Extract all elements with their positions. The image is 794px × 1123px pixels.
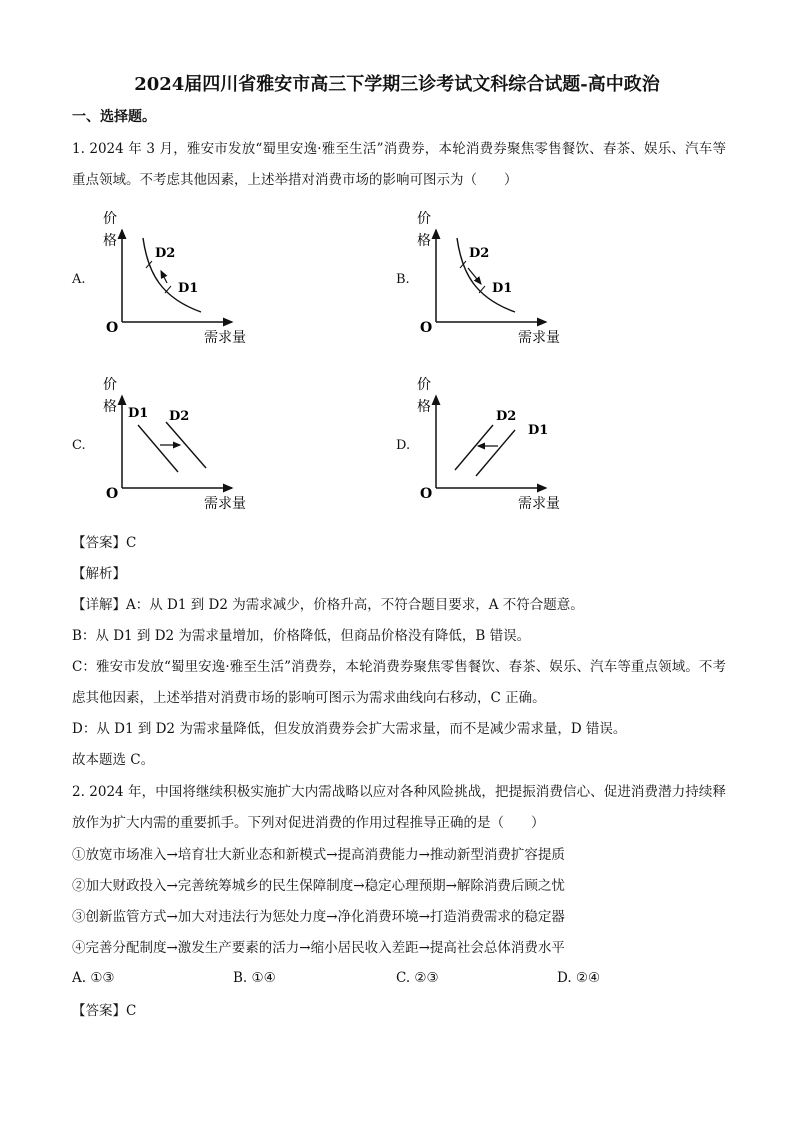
graph-a-letter: A. bbox=[72, 272, 86, 287]
graph-b-letter: B. bbox=[396, 272, 410, 287]
q2-item-1: ①放宽市场准入→培育壮大新业态和新模式→提高消费能力→推动新型消费扩容提质 bbox=[72, 847, 565, 863]
graph-b bbox=[396, 202, 596, 352]
analysis-a: 【详解】A：从 D1 到 D2 为需求减少，价格升高，不符合题目要求，A 不符合题意。 bbox=[72, 597, 584, 613]
y-axis-label-1: 价 bbox=[417, 377, 431, 393]
curve-label-d1: D1 bbox=[492, 281, 513, 296]
tick-d1 bbox=[165, 286, 171, 293]
origin-label: O bbox=[106, 486, 119, 502]
q2-option-b: B. ①④ bbox=[233, 970, 276, 986]
curve-label-d2: D2 bbox=[469, 246, 490, 261]
q1-answer: 【答案】C bbox=[72, 535, 137, 551]
curve-label-d2: D2 bbox=[155, 246, 176, 261]
q2-option-a: A. ①③ bbox=[72, 970, 115, 986]
q2-answer: 【答案】C bbox=[72, 1003, 137, 1019]
graph-c bbox=[82, 368, 282, 518]
y-axis-label-1: 价 bbox=[417, 211, 431, 227]
curve-label-d1: D1 bbox=[128, 406, 149, 421]
q2-option-d: D. ②④ bbox=[557, 970, 601, 986]
y-axis-label-2: 格 bbox=[417, 399, 431, 415]
shift-arrow bbox=[468, 268, 481, 284]
q2-item-4: ④完善分配制度→激发生产要素的活力→缩小居民收入差距→提高社会总体消费水平 bbox=[72, 940, 565, 956]
demand-line-d1 bbox=[138, 425, 178, 472]
graph-d bbox=[396, 368, 596, 518]
q2-item-2: ②加大财政投入→完善统筹城乡的民生保障制度→稳定心理预期→解除消费后顾之忧 bbox=[72, 878, 565, 894]
y-axis-label-2: 格 bbox=[103, 233, 117, 249]
supply-like-line-d1 bbox=[476, 430, 515, 476]
q2-item-3: ③创新监管方式→加大对违法行为惩处力度→净化消费环境→打造消费需求的稳定器 bbox=[72, 909, 565, 925]
curve-label-d2: D2 bbox=[169, 409, 190, 424]
q1-analysis-label: 【解析】 bbox=[72, 566, 126, 582]
q2-option-c: C. ②③ bbox=[396, 970, 439, 986]
graph-a bbox=[82, 202, 282, 352]
graph-d-letter: D. bbox=[396, 438, 411, 453]
x-axis-label: 需求量 bbox=[518, 330, 560, 346]
origin-label: O bbox=[420, 320, 433, 336]
origin-label: O bbox=[106, 320, 119, 336]
x-axis-label: 需求量 bbox=[518, 496, 560, 512]
analysis-d: D：从 D1 到 D2 为需求量降低，但发放消费券会扩大需求量，而不是减少需求量，D 错误。 bbox=[72, 721, 627, 737]
graph-c-letter: C. bbox=[72, 438, 86, 453]
y-axis-label-2: 格 bbox=[103, 399, 117, 415]
question-2-stem: 2. 2024 年，中国将继续积极实施扩大内需战略以应对各种风险挑战，把提振消费信心、促进消费潜力持续释放作为扩大内需的重要抓手。下列对促进消费的作用过程推导正确的是（ ） bbox=[72, 784, 726, 831]
section-heading: 一、选择题。 bbox=[72, 109, 156, 125]
y-axis-label-1: 价 bbox=[103, 377, 117, 393]
analysis-b: B：从 D1 到 D2 为需求量增加，价格降低，但商品价格没有降低，B 错误。 bbox=[72, 628, 531, 644]
y-axis-label-1: 价 bbox=[103, 211, 117, 227]
analysis-c: C：雅安市发放“蜀里安逸·雅至生活”消费券，本轮消费券聚焦零售餐饮、春茶、娱乐、汽车等重点领域。不考虑其他因素，上述举措对消费市场的影响可图示为需求曲线向右移动，C 正确。 bbox=[72, 659, 726, 706]
shift-arrow bbox=[161, 271, 167, 283]
curve-label-d2: D2 bbox=[496, 409, 517, 424]
curve-label-d1: D1 bbox=[528, 423, 549, 438]
curve-label-d1: D1 bbox=[178, 281, 199, 296]
page-title: 2024届四川省雅安市高三下学期三诊考试文科综合试题-高中政治 bbox=[134, 74, 660, 95]
tick-d1 bbox=[479, 286, 485, 293]
question-1-stem: 1. 2024 年 3 月，雅安市发放“蜀里安逸·雅至生活”消费券，本轮消费券聚焦零售餐饮、春茶、娱乐、汽车等重点领域。不考虑其他因素，上述举措对消费市场的影响可图示为（ ） bbox=[72, 141, 726, 188]
origin-label: O bbox=[420, 486, 433, 502]
x-axis-label: 需求量 bbox=[204, 330, 246, 346]
analysis-conclusion: 故本题选 C。 bbox=[72, 752, 155, 768]
y-axis-label-2: 格 bbox=[417, 233, 431, 249]
x-axis-label: 需求量 bbox=[204, 496, 246, 512]
